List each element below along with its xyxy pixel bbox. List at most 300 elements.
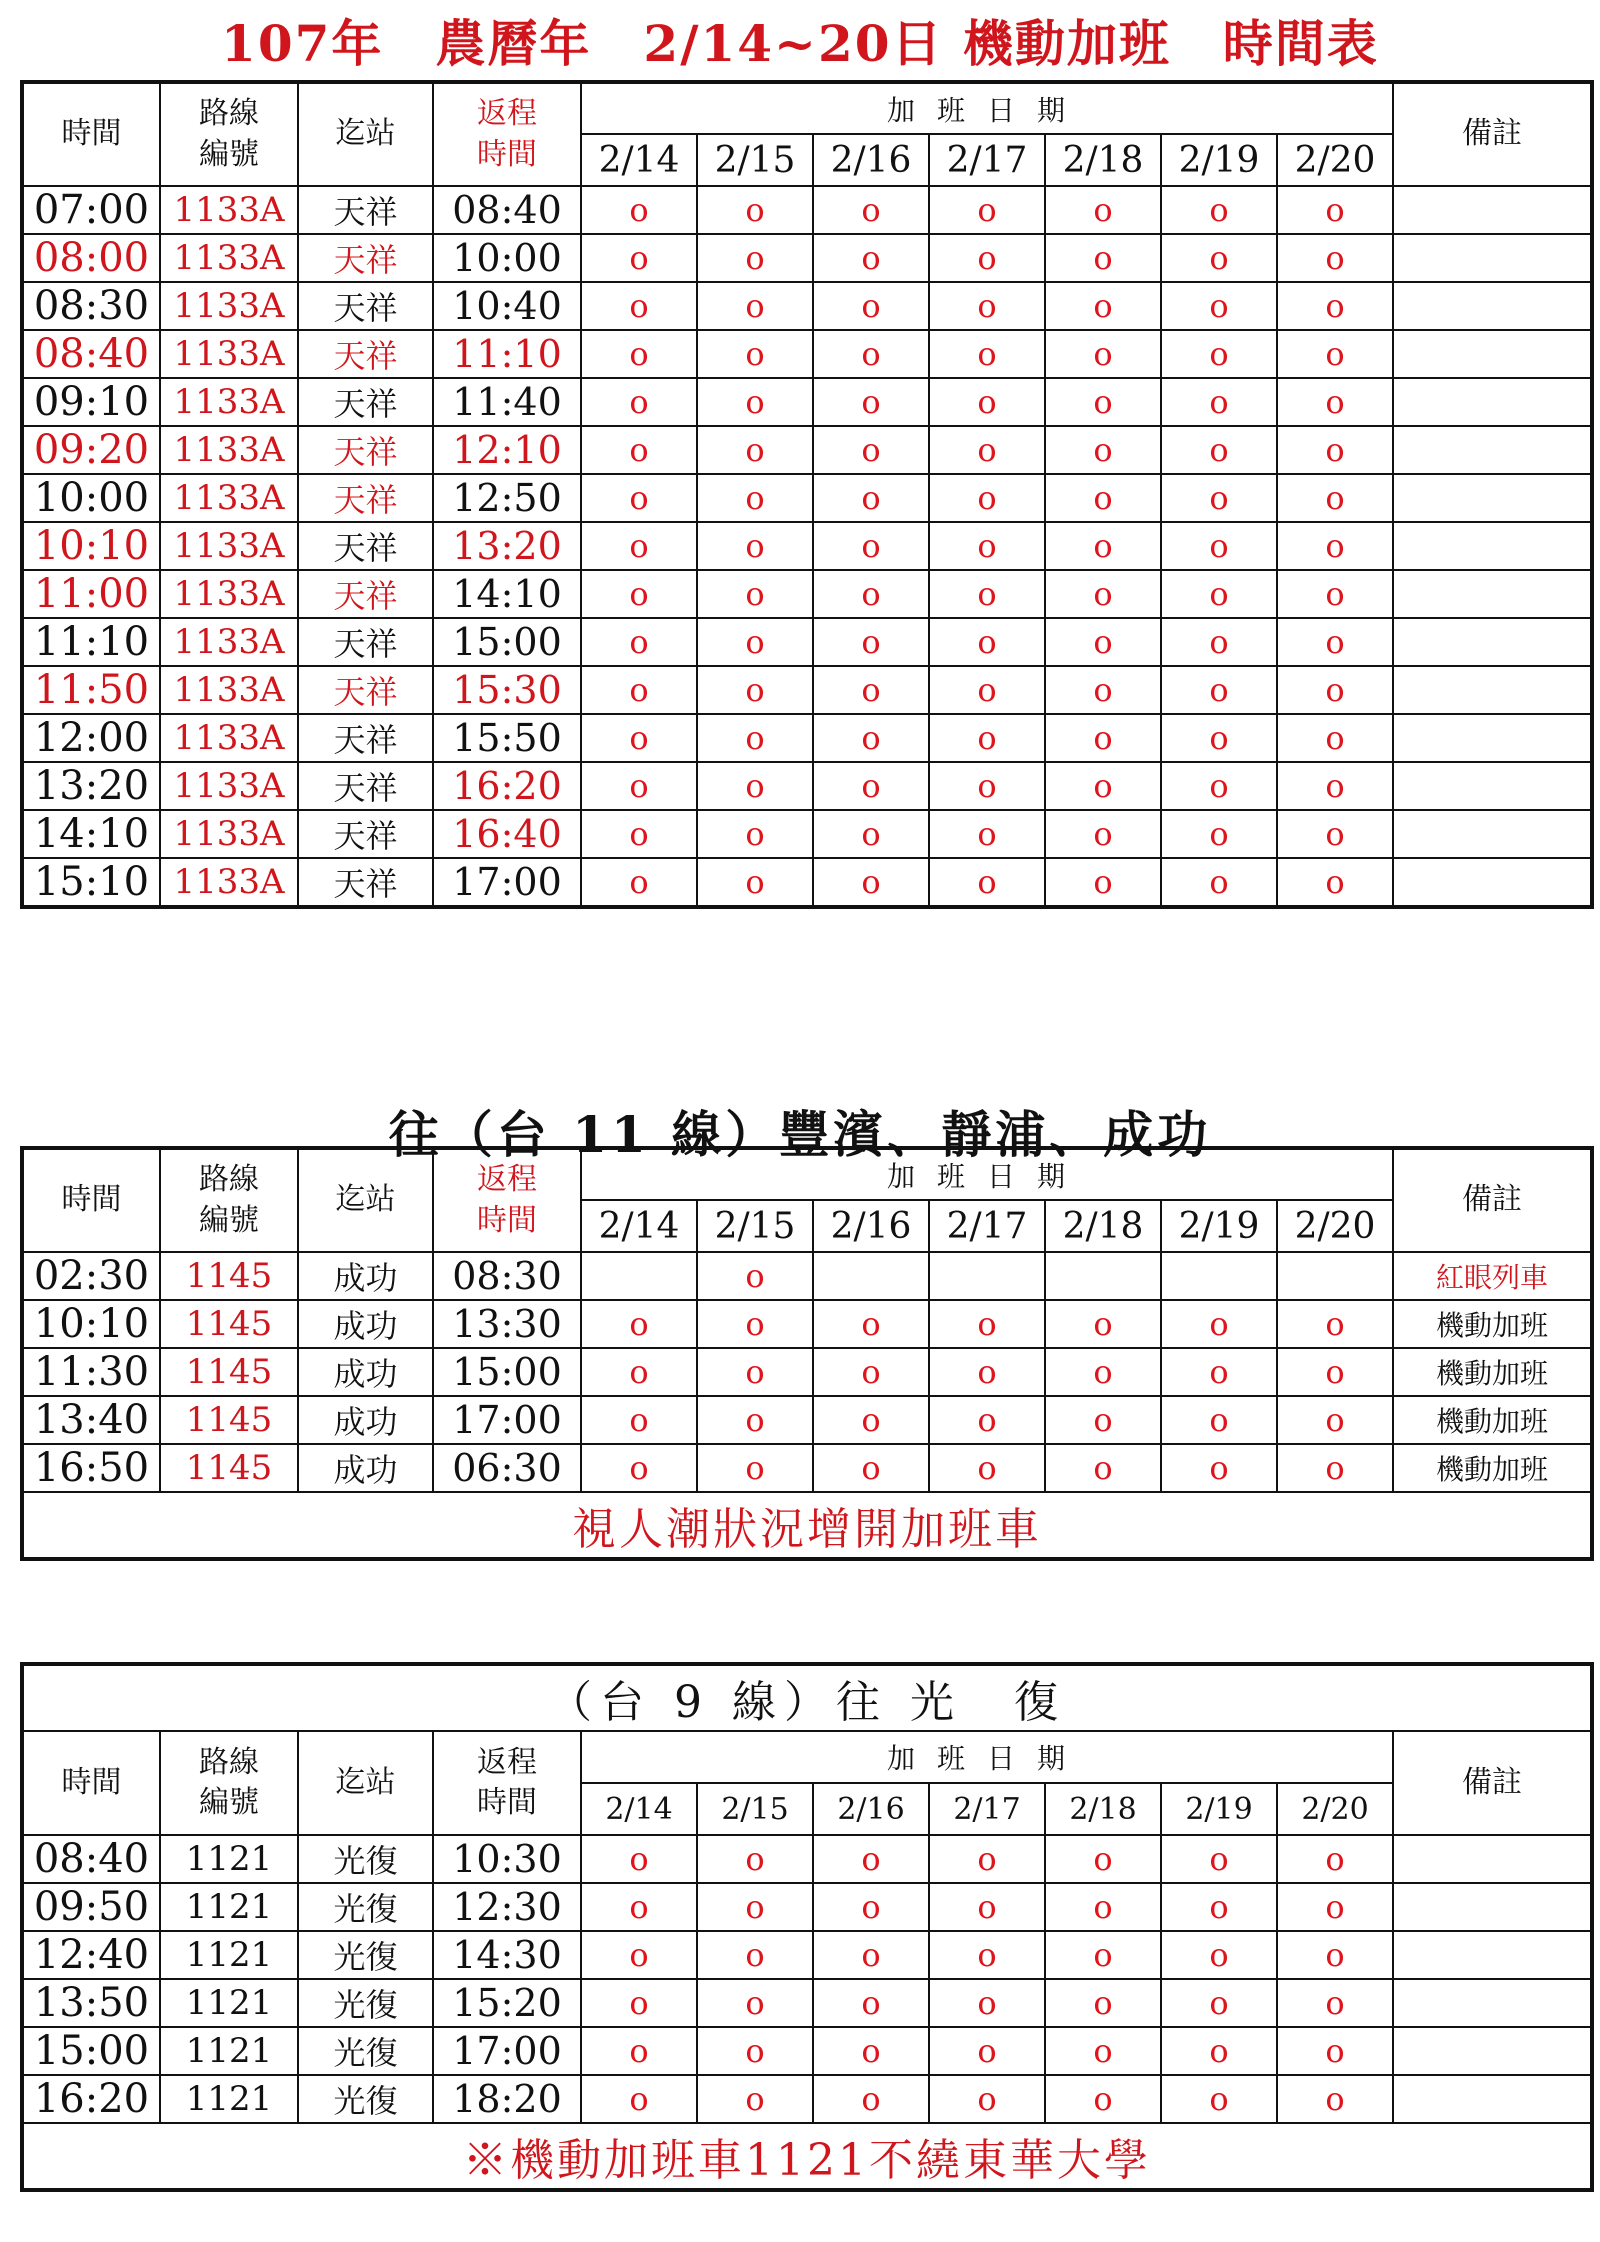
day-mark-2-18: o — [1045, 234, 1161, 282]
table-footer-note: ※機動加班車1121不繞東華大學 — [22, 2123, 1592, 2190]
timetable-guangfu — [20, 1662, 1594, 2192]
day-mark-2-14: o — [581, 330, 697, 378]
day-mark-2-20: o — [1277, 330, 1393, 378]
day-mark-2-15: o — [697, 426, 813, 474]
table-row — [22, 810, 1592, 858]
destination-stop: 光復 — [298, 1883, 433, 1931]
day-mark-2-17: o — [929, 282, 1045, 330]
departure-time: 09:20 — [22, 426, 160, 474]
route-number: 1145 — [160, 1444, 298, 1492]
day-mark-2-17: o — [929, 378, 1045, 426]
header-date-2-19: 2/19 — [1161, 1200, 1277, 1252]
day-mark-2-17: o — [929, 666, 1045, 714]
day-mark-2-15: o — [697, 234, 813, 282]
day-mark-2-16: o — [813, 1444, 929, 1492]
day-mark-2-20: o — [1277, 1300, 1393, 1348]
header-stop: 迄站 — [298, 1148, 433, 1252]
departure-time: 02:30 — [22, 1252, 160, 1300]
header-date-2-14: 2/14 — [581, 134, 697, 186]
table-title: （台 9 線）往 光 復 — [22, 1664, 1592, 1731]
return-time: 15:30 — [433, 666, 581, 714]
table-row — [22, 1444, 1592, 1492]
header-time: 時間 — [22, 1148, 160, 1252]
day-mark-2-20: o — [1277, 1931, 1393, 1979]
note-cell — [1393, 666, 1592, 714]
day-mark-2-19: o — [1161, 570, 1277, 618]
day-mark-2-19: o — [1161, 618, 1277, 666]
route-number: 1133A — [160, 714, 298, 762]
departure-time: 10:10 — [22, 1300, 160, 1348]
header-date-2-17: 2/17 — [929, 134, 1045, 186]
table-row — [22, 714, 1592, 762]
table-row — [22, 522, 1592, 570]
day-mark-2-15: o — [697, 570, 813, 618]
day-mark-2-17: o — [929, 1444, 1045, 1492]
day-mark-2-16: o — [813, 474, 929, 522]
note-cell: 機動加班 — [1393, 1300, 1592, 1348]
day-mark-2-16: o — [813, 2075, 929, 2123]
note-cell — [1393, 762, 1592, 810]
header-date-2-20: 2/20 — [1277, 1200, 1393, 1252]
day-mark-2-15: o — [697, 378, 813, 426]
day-mark-2-19: o — [1161, 1444, 1277, 1492]
departure-time: 10:00 — [22, 474, 160, 522]
note-cell — [1393, 1979, 1592, 2027]
day-mark-2-14: o — [581, 762, 697, 810]
header-route: 路線 編號 — [160, 82, 298, 186]
header-date-2-14: 2/14 — [581, 1783, 697, 1835]
day-mark-2-19: o — [1161, 666, 1277, 714]
departure-time: 08:40 — [22, 330, 160, 378]
return-time: 13:20 — [433, 522, 581, 570]
day-mark-2-16: o — [813, 426, 929, 474]
day-mark-2-18: o — [1045, 570, 1161, 618]
return-time: 15:00 — [433, 618, 581, 666]
destination-stop: 天祥 — [298, 618, 433, 666]
header-route: 路線 編號 — [160, 1148, 298, 1252]
return-time: 14:10 — [433, 570, 581, 618]
day-mark-2-19: o — [1161, 282, 1277, 330]
destination-stop: 天祥 — [298, 234, 433, 282]
return-time: 15:50 — [433, 714, 581, 762]
day-mark-2-15: o — [697, 330, 813, 378]
departure-time: 09:10 — [22, 378, 160, 426]
route-number: 1133A — [160, 858, 298, 907]
day-mark-2-16: o — [813, 1979, 929, 2027]
table-row — [22, 1396, 1592, 1444]
day-mark-2-15: o — [697, 1835, 813, 1883]
route-number: 1133A — [160, 474, 298, 522]
day-mark-2-15: o — [697, 1396, 813, 1444]
day-mark-2-19: o — [1161, 2027, 1277, 2075]
day-mark-2-15: o — [697, 2075, 813, 2123]
day-mark-2-14: o — [581, 282, 697, 330]
day-mark-2-15: o — [697, 618, 813, 666]
header-date-2-18: 2/18 — [1045, 1783, 1161, 1835]
page-title: 107年 農曆年 2/14~20日 機動加班 時間表 — [221, 14, 1379, 73]
header-time: 時間 — [22, 1731, 160, 1835]
route-number: 1133A — [160, 762, 298, 810]
departure-time: 09:50 — [22, 1883, 160, 1931]
day-mark-2-19: o — [1161, 1883, 1277, 1931]
day-mark-2-20: o — [1277, 282, 1393, 330]
table-row — [22, 1348, 1592, 1396]
day-mark-2-17: o — [929, 762, 1045, 810]
day-mark-2-20: o — [1277, 522, 1393, 570]
note-cell — [1393, 570, 1592, 618]
table-row — [22, 1979, 1592, 2027]
destination-stop: 天祥 — [298, 666, 433, 714]
note-cell — [1393, 1835, 1592, 1883]
day-mark-2-20: o — [1277, 186, 1393, 234]
day-mark-2-16: o — [813, 1396, 929, 1444]
table-footer-note: 視人潮狀況增開加班車 — [22, 1492, 1592, 1559]
day-mark-2-15: o — [697, 1300, 813, 1348]
route-number: 1133A — [160, 186, 298, 234]
day-mark-2-16: o — [813, 2027, 929, 2075]
return-time: 08:30 — [433, 1252, 581, 1300]
day-mark-2-17: o — [929, 1835, 1045, 1883]
destination-stop: 天祥 — [298, 282, 433, 330]
day-mark-2-19: o — [1161, 2075, 1277, 2123]
departure-time: 11:50 — [22, 666, 160, 714]
route-number: 1121 — [160, 1979, 298, 2027]
departure-time: 13:50 — [22, 1979, 160, 2027]
day-mark-2-14: o — [581, 1979, 697, 2027]
day-mark-2-14: o — [581, 858, 697, 907]
return-time: 16:40 — [433, 810, 581, 858]
day-mark-2-15: o — [697, 1252, 813, 1300]
day-mark-2-16: o — [813, 762, 929, 810]
section-title-route-1145: 往（台 11 線）豐濱、靜浦、成功 — [388, 1105, 1212, 1164]
header-note: 備註 — [1393, 1731, 1592, 1835]
day-mark-2-14 — [581, 1252, 697, 1300]
day-mark-2-15: o — [697, 1883, 813, 1931]
destination-stop: 天祥 — [298, 426, 433, 474]
day-mark-2-18: o — [1045, 1883, 1161, 1931]
note-cell — [1393, 330, 1592, 378]
note-cell — [1393, 858, 1592, 907]
return-time: 15:20 — [433, 1979, 581, 2027]
header-date-2-17: 2/17 — [929, 1200, 1045, 1252]
day-mark-2-14: o — [581, 1396, 697, 1444]
return-time: 12:50 — [433, 474, 581, 522]
day-mark-2-20: o — [1277, 1396, 1393, 1444]
table-row — [22, 1252, 1592, 1300]
route-number: 1133A — [160, 378, 298, 426]
route-number: 1133A — [160, 282, 298, 330]
header-date-2-19: 2/19 — [1161, 134, 1277, 186]
header-dates-group: 加班日期 — [581, 1148, 1393, 1200]
header-return-time: 返程 時間 — [433, 1148, 581, 1252]
departure-time: 16:50 — [22, 1444, 160, 1492]
day-mark-2-16: o — [813, 1931, 929, 1979]
note-cell — [1393, 2075, 1592, 2123]
departure-time: 15:00 — [22, 2027, 160, 2075]
day-mark-2-16: o — [813, 1348, 929, 1396]
day-mark-2-14: o — [581, 810, 697, 858]
day-mark-2-19: o — [1161, 1300, 1277, 1348]
route-number: 1133A — [160, 810, 298, 858]
day-mark-2-17: o — [929, 570, 1045, 618]
return-time: 12:10 — [433, 426, 581, 474]
table-row — [22, 570, 1592, 618]
header-date-2-15: 2/15 — [697, 1200, 813, 1252]
day-mark-2-15: o — [697, 474, 813, 522]
day-mark-2-14: o — [581, 1883, 697, 1931]
return-time: 14:30 — [433, 1931, 581, 1979]
route-number: 1121 — [160, 1931, 298, 1979]
day-mark-2-18: o — [1045, 1444, 1161, 1492]
departure-time: 16:20 — [22, 2075, 160, 2123]
day-mark-2-17: o — [929, 330, 1045, 378]
departure-time: 08:30 — [22, 282, 160, 330]
header-stop: 迄站 — [298, 1731, 433, 1835]
day-mark-2-20: o — [1277, 618, 1393, 666]
day-mark-2-20: o — [1277, 474, 1393, 522]
note-cell — [1393, 1931, 1592, 1979]
table-row — [22, 282, 1592, 330]
day-mark-2-20: o — [1277, 858, 1393, 907]
day-mark-2-14: o — [581, 1300, 697, 1348]
destination-stop: 天祥 — [298, 714, 433, 762]
route-number: 1133A — [160, 570, 298, 618]
destination-stop: 天祥 — [298, 474, 433, 522]
destination-stop: 光復 — [298, 1931, 433, 1979]
day-mark-2-14: o — [581, 1931, 697, 1979]
day-mark-2-14: o — [581, 2027, 697, 2075]
day-mark-2-16: o — [813, 234, 929, 282]
day-mark-2-18: o — [1045, 618, 1161, 666]
day-mark-2-17: o — [929, 1883, 1045, 1931]
day-mark-2-20: o — [1277, 1835, 1393, 1883]
day-mark-2-19: o — [1161, 186, 1277, 234]
destination-stop: 天祥 — [298, 762, 433, 810]
day-mark-2-19: o — [1161, 234, 1277, 282]
day-mark-2-19: o — [1161, 1348, 1277, 1396]
route-number: 1145 — [160, 1300, 298, 1348]
route-number: 1133A — [160, 426, 298, 474]
day-mark-2-19: o — [1161, 810, 1277, 858]
header-date-2-15: 2/15 — [697, 1783, 813, 1835]
day-mark-2-20: o — [1277, 234, 1393, 282]
day-mark-2-18: o — [1045, 1300, 1161, 1348]
return-time: 17:00 — [433, 2027, 581, 2075]
day-mark-2-15: o — [697, 762, 813, 810]
day-mark-2-18: o — [1045, 330, 1161, 378]
route-number: 1133A — [160, 618, 298, 666]
day-mark-2-17: o — [929, 186, 1045, 234]
route-number: 1133A — [160, 330, 298, 378]
day-mark-2-16: o — [813, 186, 929, 234]
table-row — [22, 2075, 1592, 2123]
destination-stop: 光復 — [298, 1835, 433, 1883]
day-mark-2-16: o — [813, 330, 929, 378]
route-number: 1145 — [160, 1252, 298, 1300]
day-mark-2-19: o — [1161, 474, 1277, 522]
departure-time: 08:40 — [22, 1835, 160, 1883]
day-mark-2-17: o — [929, 1300, 1045, 1348]
return-time: 17:00 — [433, 1396, 581, 1444]
day-mark-2-18: o — [1045, 2027, 1161, 2075]
destination-stop: 成功 — [298, 1348, 433, 1396]
day-mark-2-17 — [929, 1252, 1045, 1300]
day-mark-2-18: o — [1045, 666, 1161, 714]
day-mark-2-17: o — [929, 810, 1045, 858]
day-mark-2-16: o — [813, 858, 929, 907]
destination-stop: 成功 — [298, 1300, 433, 1348]
day-mark-2-20: o — [1277, 1979, 1393, 2027]
note-cell — [1393, 714, 1592, 762]
day-mark-2-18 — [1045, 1252, 1161, 1300]
header-date-2-19: 2/19 — [1161, 1783, 1277, 1835]
day-mark-2-16: o — [813, 714, 929, 762]
day-mark-2-18: o — [1045, 522, 1161, 570]
route-number: 1133A — [160, 522, 298, 570]
day-mark-2-19: o — [1161, 1835, 1277, 1883]
note-cell: 機動加班 — [1393, 1444, 1592, 1492]
day-mark-2-17: o — [929, 1348, 1045, 1396]
day-mark-2-20: o — [1277, 1444, 1393, 1492]
day-mark-2-16: o — [813, 378, 929, 426]
day-mark-2-18: o — [1045, 186, 1161, 234]
day-mark-2-15: o — [697, 858, 813, 907]
return-time: 13:30 — [433, 1300, 581, 1348]
return-time: 15:00 — [433, 1348, 581, 1396]
return-time: 17:00 — [433, 858, 581, 907]
return-time: 12:30 — [433, 1883, 581, 1931]
note-cell — [1393, 2027, 1592, 2075]
day-mark-2-17: o — [929, 234, 1045, 282]
departure-time: 12:00 — [22, 714, 160, 762]
day-mark-2-19: o — [1161, 1931, 1277, 1979]
day-mark-2-18: o — [1045, 714, 1161, 762]
day-mark-2-18: o — [1045, 858, 1161, 907]
route-number: 1133A — [160, 234, 298, 282]
day-mark-2-14: o — [581, 522, 697, 570]
day-mark-2-14: o — [581, 186, 697, 234]
table-row — [22, 186, 1592, 234]
day-mark-2-17: o — [929, 426, 1045, 474]
note-cell — [1393, 618, 1592, 666]
day-mark-2-19: o — [1161, 714, 1277, 762]
day-mark-2-16: o — [813, 1883, 929, 1931]
table-row — [22, 1931, 1592, 1979]
table-row — [22, 378, 1592, 426]
day-mark-2-14: o — [581, 1348, 697, 1396]
destination-stop: 光復 — [298, 1979, 433, 2027]
departure-time: 11:30 — [22, 1348, 160, 1396]
table-row — [22, 762, 1592, 810]
note-cell — [1393, 1883, 1592, 1931]
return-time: 10:40 — [433, 282, 581, 330]
route-number: 1133A — [160, 666, 298, 714]
day-mark-2-20: o — [1277, 426, 1393, 474]
route-number: 1121 — [160, 2075, 298, 2123]
day-mark-2-14: o — [581, 714, 697, 762]
table-row — [22, 666, 1592, 714]
header-dates-group: 加班日期 — [581, 1731, 1393, 1783]
day-mark-2-15: o — [697, 1979, 813, 2027]
header-time: 時間 — [22, 82, 160, 186]
route-number: 1121 — [160, 2027, 298, 2075]
destination-stop: 天祥 — [298, 810, 433, 858]
departure-time: 15:10 — [22, 858, 160, 907]
day-mark-2-20: o — [1277, 810, 1393, 858]
day-mark-2-20 — [1277, 1252, 1393, 1300]
table-row — [22, 330, 1592, 378]
departure-time: 11:00 — [22, 570, 160, 618]
day-mark-2-18: o — [1045, 1396, 1161, 1444]
day-mark-2-20: o — [1277, 378, 1393, 426]
departure-time: 13:20 — [22, 762, 160, 810]
day-mark-2-17: o — [929, 1396, 1045, 1444]
departure-time: 12:40 — [22, 1931, 160, 1979]
departure-time: 08:00 — [22, 234, 160, 282]
header-date-2-16: 2/16 — [813, 1200, 929, 1252]
day-mark-2-18: o — [1045, 378, 1161, 426]
day-mark-2-20: o — [1277, 2075, 1393, 2123]
header-dates-group: 加班日期 — [581, 82, 1393, 134]
return-time: 11:40 — [433, 378, 581, 426]
note-cell: 機動加班 — [1393, 1348, 1592, 1396]
return-time: 08:40 — [433, 186, 581, 234]
return-time: 16:20 — [433, 762, 581, 810]
route-number: 1121 — [160, 1835, 298, 1883]
header-date-2-18: 2/18 — [1045, 134, 1161, 186]
header-date-2-16: 2/16 — [813, 1783, 929, 1835]
day-mark-2-17: o — [929, 474, 1045, 522]
table-row — [22, 1300, 1592, 1348]
table-row — [22, 1835, 1592, 1883]
day-mark-2-14: o — [581, 474, 697, 522]
departure-time: 11:10 — [22, 618, 160, 666]
day-mark-2-19: o — [1161, 762, 1277, 810]
day-mark-2-14: o — [581, 378, 697, 426]
day-mark-2-18: o — [1045, 426, 1161, 474]
table-row — [22, 618, 1592, 666]
destination-stop: 光復 — [298, 2027, 433, 2075]
day-mark-2-19: o — [1161, 426, 1277, 474]
day-mark-2-19: o — [1161, 330, 1277, 378]
table-row — [22, 474, 1592, 522]
day-mark-2-14: o — [581, 618, 697, 666]
destination-stop: 天祥 — [298, 330, 433, 378]
day-mark-2-18: o — [1045, 1348, 1161, 1396]
destination-stop: 天祥 — [298, 378, 433, 426]
route-number: 1121 — [160, 1883, 298, 1931]
day-mark-2-20: o — [1277, 1348, 1393, 1396]
day-mark-2-17: o — [929, 1979, 1045, 2027]
day-mark-2-15: o — [697, 282, 813, 330]
day-mark-2-16 — [813, 1252, 929, 1300]
day-mark-2-17: o — [929, 522, 1045, 570]
header-date-2-18: 2/18 — [1045, 1200, 1161, 1252]
header-date-2-16: 2/16 — [813, 134, 929, 186]
header-return-time: 返程 時間 — [433, 1731, 581, 1835]
day-mark-2-15: o — [697, 714, 813, 762]
day-mark-2-20: o — [1277, 714, 1393, 762]
day-mark-2-15: o — [697, 186, 813, 234]
destination-stop: 成功 — [298, 1252, 433, 1300]
header-route: 路線 編號 — [160, 1731, 298, 1835]
day-mark-2-20: o — [1277, 1883, 1393, 1931]
table-row — [22, 426, 1592, 474]
note-cell — [1393, 810, 1592, 858]
day-mark-2-16: o — [813, 666, 929, 714]
timetable-tianxiang — [20, 80, 1594, 909]
day-mark-2-16: o — [813, 810, 929, 858]
